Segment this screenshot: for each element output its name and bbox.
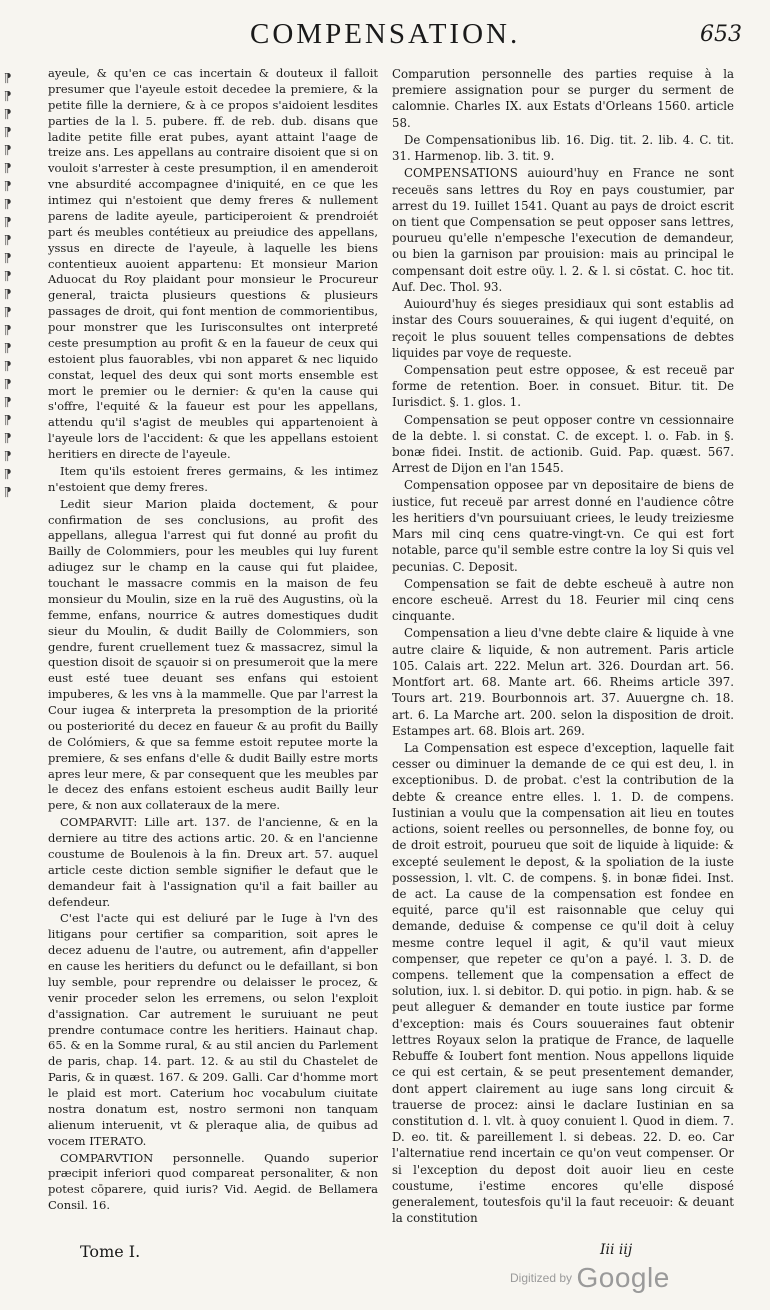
margin-mark: ⁋ [4,287,12,301]
margin-mark: ⁋ [4,143,12,157]
paragraph: Compensation a lieu d'vne debte claire & liquide à vne autre claire & liquide, & non autrement. Paris article 105. Calais art. 222. Melun art. 326. Dourdan art. 56. Montfort art. 68. Mante art. 66. Rheims article 397. Tours art. 219. Bourbonnois art. 37. Auuergne ch. 18. art. 6. La Marche art. 200. selon la disposition de droit. Estampes art. 68. Blois art. 269. [392,626,734,738]
margin-mark: ⁋ [4,233,12,247]
watermark-brand: Google [576,1262,670,1293]
margin-mark: ⁋ [4,161,12,175]
paragraph: COMPARVTION personnelle. Quando superior præcipit inferiori quod compareat personaliter, & non potest cōparere, quid iuris? Vid. Aegid. de Bellamera Consil. 16. [48,1150,378,1213]
margin-mark: ⁋ [4,125,12,139]
paragraph: La Compensation est espece d'exception, laquelle fait cesser ou diminuer la demande de ce qui est deu, l. in exceptionibus. D. de probat. c'est la contribution de la debte & creance entre elles. l. 1. D. de compens. Iustinian a voulu que la compensation ait lieu en toutes actions, soient reelles ou personnelles, de bonne foy, ou de droit estroit, pourueu que soit de liquide à liquide: & excepté seulement le depost, & la spoliation de la iuste possession, l. vlt. C. de compens. §. in bonæ fidei. Inst. de act. La cause de la compensation est fondee en equité, parce qu'il est raisonnable que celuy qui demande, deduise & compense ce qu'il doit à celuy mesme contre lequel il agit, & qu'il vaut mieux compenser, que repeter ce qu'on a payé. l. 3. D. de compens. tellement que la compensation a effect de solution, iux. l. si debitor. D. qui potio. in pign. hab. & se peut alleguer & demander en toute iustice par forme d'exception: mais és Cours souueraines faut obtenir lettres Royaux selon la pratique de France, de laquelle Rebuffe & Ioubert font mention. Nous appellons liquide ce qui est certain, & se peut presentement demander, dont appert clairement au iuge sans long circuit & trauerse de procez: ainsi le daclare Iustinian en sa constitution d. l. vlt. à quoy conuient l. Quod in diem. 7. D. eo. tit. & pareillement l. si debeas. 22. D. eo. Car l'alternatiue rend incertain ce qu'on veut compenser. Or si l'exception du depost doit auoir lieu en ceste coustume, i'estime encores qu'elle disposé generalement, toutesfois qu'il la faut receuoir: & deuant la constitution [392,740,734,1226]
google-watermark [510,1262,670,1294]
margin-mark: ⁋ [4,251,12,265]
footer-volume: Tome I. [80,1242,141,1261]
page-number: 653 [700,22,742,47]
margin-mark: ⁋ [4,107,12,121]
running-head: COMPENSATION. [250,18,521,50]
right-column [392,66,734,1228]
margin-annotation-marks [4,70,20,510]
margin-mark: ⁋ [4,269,12,283]
paragraph: COMPENSATIONS auiourd'huy en France ne sont receuës sans lettres du Roy en pays coustumier, par arrest du 19. Iuillet 1541. Quant au pays de droict escrit on tient que Compensation se peut opposer sans lettres, pourueu qu'elle n'empesche l'execution de demandeur, ou bien la garnison par prouision: mais au principal le compensant doit estre oüy. l. 2. & l. si cōstat. C. hoc tit. Auf. Dec. Thol. 93. [392,166,734,294]
margin-mark: ⁋ [4,467,12,481]
margin-mark: ⁋ [4,341,12,355]
paragraph: Ledit sieur Marion plaida doctement, & pour confirmation de ses conclusions, au profit des appellans, allegua l'arrest qui fut donné au profit du Bailly de Colommiers, pour les meubles qui luy furent adiugez sur le champ en la cause qui fut plaidee, touchant le massacre commis en la maison de feu monsieur du Moulin, size en la ruë des Augustins, où la femme, enfans, nourrice & autres domestiques dudit sieur du Moulin, & dudit Bailly de Colommiers, son gendre, furent cruellement tuez & massacrez, simul la question disoit de sçauoir si on presumeroit que la mere eust esté tuee deuant ses enfans qui estoient impuberes, & les vns à la mammelle. Que par l'arrest la Cour iugea & interpreta la presomption de la priorité ou posteriorité du decez en faueur & au profit du Bailly de Colómiers, & que sa femme estoit reputee morte la premiere, & ses enfans d'elle & dudit Bailly estre morts apres leur mere, & par consequent que les meubles par le decez des enfans estoient escheus audit Bailly leur pere, & non aux collateraux de la mere. [48,496,378,813]
margin-mark: ⁋ [4,215,12,229]
paragraph: Comparution personnelle des parties requise à la premiere assignation pour se purger du serment de calomnie. Charles IX. aux Estats d'Orleans 1560. article 58. [392,67,734,130]
margin-mark: ⁋ [4,485,12,499]
margin-mark: ⁋ [4,323,12,337]
margin-mark: ⁋ [4,431,12,445]
paragraph: COMPARVIT: Lille art. 137. de l'ancienne, & en la derniere au titre des actions artic. 20. & en l'ancienne coustume de Boulenois à la fin. Dreux art. 57. auquel article ceste diction semble signifier le defaut que le demandeur fait à l'assignation qu'il a fait bailler au defendeur. [48,815,378,909]
margin-mark: ⁋ [4,395,12,409]
margin-mark: ⁋ [4,449,12,463]
paragraph: Item qu'ils estoient freres germains, & les intimez n'estoient que demy freres. [48,463,378,494]
paragraph: Compensation se peut opposer contre vn cessionnaire de la debte. l. si constat. C. de except. l. o. Fab. in §. bonæ fidei. Instit. de actionib. Guid. Pap. quæst. 567. Arrest de Dijon en l'an 1545. [392,412,734,476]
paragraph: Compensation peut estre opposee, & est receuë par forme de retention. Boer. in consuet. Bitur. tit. De Iurisdict. §. 1. glos. 1. [392,362,734,410]
watermark-prefix: Digitized by [510,1271,573,1285]
paragraph: ayeule, & qu'en ce cas incertain & douteux il falloit presumer que l'ayeule estoit decedee la premiere, & la petite fille la derniere, & à ce propos s'aidoient lesdites parties de la l. 5. pubere. ff. de reb. dub. disans que ladite petite fille erat pubes, ayant attaint l'aage de treize ans. Les appellans au contraire disoient que si on vouloit s'arrester à ceste presumption, il en amenderoit vne absurdité accompagnee d'iniquité, en ce que les intimez qui n'estoient que demy freres & nullement parens de ladite ayeule, participeroient & prendroiét part és meubles contétieux au preiudice des appellans, yssus en directe de l'ayeule, à laquelle les biens contentieux auoient appartenu: Et monsieur Marion Aduocat du Roy plaidant pour monsieur le Procureur general, traicta plusieurs questions & plusieurs passages de droit, qui font mention de commorientibus, pour monstrer que les Iurisconsultes ont interpreté ceste presumption au profit & en la faueur de ceux qui estoient plus fauorables, vbi non apparet & nec liquido constat, lequel des deux qui sont morts ensemble est mort le premier ou le dernier: & qu'en la cause qui s'offre, l'equité & la faueur est pour les appellans, attendu qu'il s'agist de meubles qui appartenoient à l'ayeule lors de l'accident: & que les appellans estoient heritiers en directe de l'ayeule. [48,66,378,461]
margin-mark: ⁋ [4,305,12,319]
margin-mark: ⁋ [4,377,12,391]
footer-signature: Iii iij [600,1242,633,1258]
paragraph: De Compensationibus lib. 16. Dig. tit. 2. lib. 4. C. tit. 31. Harmenop. lib. 3. tit. 9. [392,132,734,164]
margin-mark: ⁋ [4,71,12,85]
paragraph: Auiourd'huy és sieges presidiaux qui sont establis ad instar des Cours souueraines, & qui iugent d'equité, on reçoit le plus souuent telles compensations de debtes liquides par voye de requeste. [392,297,734,360]
paragraph: Compensation se fait de debte escheuë à autre non encore escheuë. Arrest du 18. Feurier mil cinq cens cinquante. [392,576,734,624]
left-column [48,66,378,1215]
paragraph: C'est l'acte qui est deliuré par le Iuge à l'vn des litigans pour certifier sa comparition, soit apres le decez aduenu de l'autre, ou autrement, afin d'appeller en cause les heritiers du defunct ou le defaillant, si bon luy semble, pour reprendre ou delaisser le procez, & venir proceder selon les erremens, ou selon l'exploit d'assignation. Car autrement le suruiuant ne peut prendre contumace contre les heritiers. Hainaut chap. 65. & en la Somme rural, & au stil ancien du Parlement de paris, chap. 14. part. 12. & au stil du Chastelet de Paris, & in quæst. 167. & 209. Galli. Car d'homme mort le plaid est mort. Caterium hoc vocabulum ciuitate nostra donatum est, nostro sermoni non tanquam alienum interuenit, vt & pleraque alia, de quibus ad vocem ITERATO. [48,911,378,1148]
margin-mark: ⁋ [4,89,12,103]
margin-mark: ⁋ [4,359,12,373]
margin-mark: ⁋ [4,413,12,427]
margin-mark: ⁋ [4,179,12,193]
paragraph: Compensation opposee par vn depositaire de biens de iustice, fut receuë par arrest donné en l'audience côtre les heritiers d'vn poursuiuant criees, le leudy treiziesme Mars mil cinq cens quatre-vingt-vn. Ce qui est fort notable, parce qu'il semble estre contre la loy Si quis vel pecunias. C. Deposit. [392,478,734,574]
page-header [0,8,770,68]
margin-mark: ⁋ [4,197,12,211]
